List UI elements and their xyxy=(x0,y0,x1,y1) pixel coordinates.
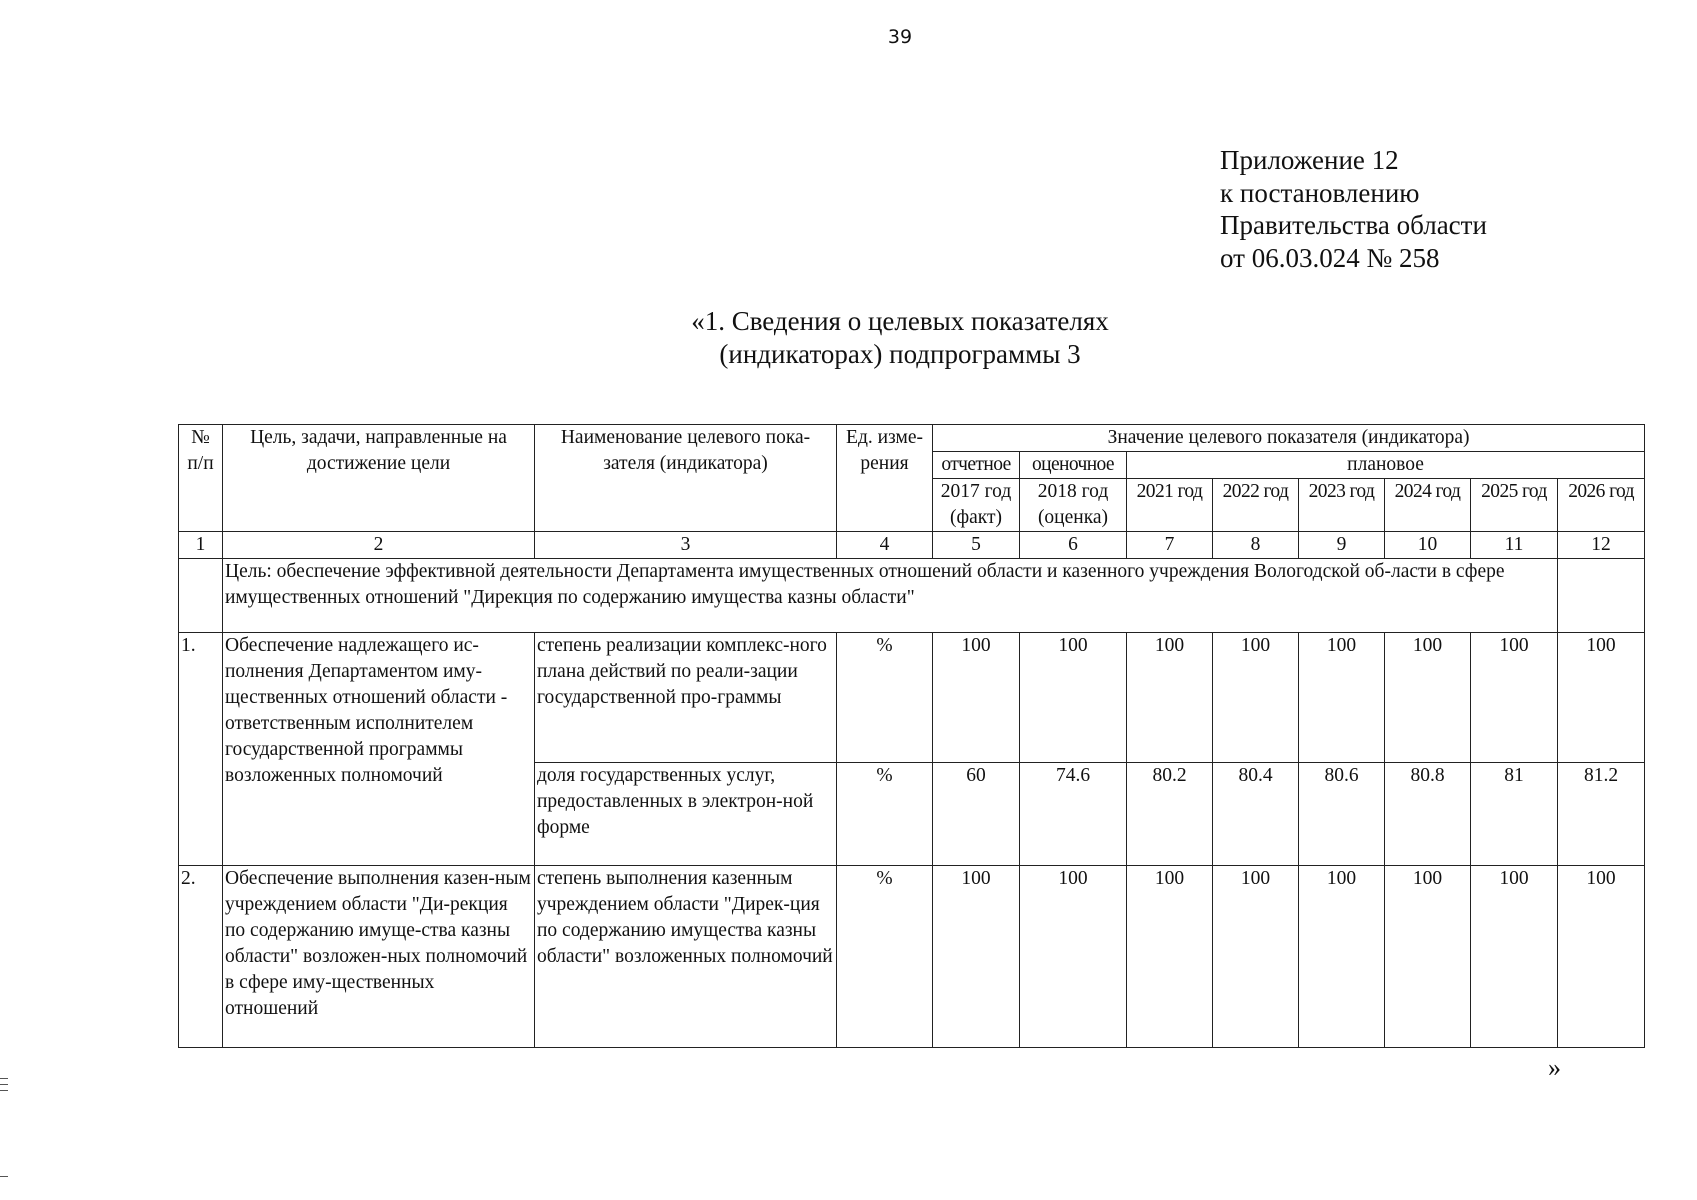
task-text: Обеспечение надлежащего ис-полнения Департаментом иму-щественных отношений области - ответственным исполнителем государственной программы возложенных полномочий xyxy=(223,633,535,866)
value-2024: 100 xyxy=(1385,633,1471,763)
task-num: 1. xyxy=(179,633,223,866)
column-number: 8 xyxy=(1213,532,1299,559)
scan-edge-mark xyxy=(0,1090,8,1091)
table-row xyxy=(179,866,1645,1048)
column-number: 10 xyxy=(1385,532,1471,559)
scan-edge-mark xyxy=(0,1084,8,1085)
value-2017: 100 xyxy=(933,633,1020,763)
value-2018: 74.6 xyxy=(1020,763,1127,866)
task-text: Обеспечение выполнения казен-ным учреждением области "Ди-рекция по содержанию имуще-ства казны области" возложен-ных полномочий в сфере иму-щественных отношений xyxy=(223,866,535,1048)
task-num: 2. xyxy=(179,866,223,1048)
value-2017: 60 xyxy=(933,763,1020,866)
value-2021: 100 xyxy=(1127,866,1213,1048)
appendix-line-2: к постановлению xyxy=(1220,177,1420,208)
indicator-name: степень выполнения казенным учреждением области "Дирек-ция по содержанию имущества казны области" возложенных полномочий xyxy=(535,866,837,1048)
column-numbers-row xyxy=(179,532,1645,559)
header-year-2024: 2024 год xyxy=(1385,479,1471,532)
column-number: 11 xyxy=(1471,532,1558,559)
indicator-unit: % xyxy=(837,633,933,763)
goal-text: Цель: обеспечение эффективной деятельности Департамента имущественных отношений области и казенного учреждения Вологодской об-ласти в сфере имущественных отношений "Дирекция по содержанию имущества казны области" xyxy=(223,559,1558,633)
value-2018: 100 xyxy=(1020,866,1127,1048)
header-planned: плановое xyxy=(1127,452,1645,479)
column-number: 6 xyxy=(1020,532,1127,559)
value-2024: 80.8 xyxy=(1385,763,1471,866)
header-reported: отчетное xyxy=(933,452,1020,479)
table-row xyxy=(179,633,1645,763)
value-2021: 100 xyxy=(1127,633,1213,763)
value-2025: 100 xyxy=(1471,633,1558,763)
header-year-2026: 2026 год xyxy=(1558,479,1645,532)
value-2022: 100 xyxy=(1213,633,1299,763)
value-2023: 80.6 xyxy=(1299,763,1385,866)
header-estimated: оценочное xyxy=(1020,452,1127,479)
header-year-2017: 2017 год (факт) xyxy=(933,479,1020,532)
indicator-name: доля государственных услуг, предоставленных в электрон-ной форме xyxy=(535,763,837,866)
column-number: 7 xyxy=(1127,532,1213,559)
column-number: 5 xyxy=(933,532,1020,559)
indicators-table xyxy=(178,424,1645,1048)
header-goal: Цель, задачи, направленные на достижение цели xyxy=(223,425,535,532)
goal-num-cell xyxy=(179,559,223,633)
column-number: 3 xyxy=(535,532,837,559)
value-2023: 100 xyxy=(1299,633,1385,763)
header-values-group: Значение целевого показателя (индикатора) xyxy=(933,425,1645,452)
header-year-2018: 2018 год (оценка) xyxy=(1020,479,1127,532)
value-2023: 100 xyxy=(1299,866,1385,1048)
header-unit: Ед. изме-рения xyxy=(837,425,933,532)
appendix-line-4: от 06.03.024 № 258 xyxy=(1220,242,1440,273)
header-year-2022: 2022 год xyxy=(1213,479,1299,532)
appendix-line-1: Приложение 12 xyxy=(1220,145,1399,175)
column-number: 9 xyxy=(1299,532,1385,559)
value-2022: 100 xyxy=(1213,866,1299,1048)
column-number: 1 xyxy=(179,532,223,559)
value-2021: 80.2 xyxy=(1127,763,1213,866)
value-2018: 100 xyxy=(1020,633,1127,763)
value-2022: 80.4 xyxy=(1213,763,1299,866)
scan-edge-mark xyxy=(0,1176,8,1177)
value-2026: 100 xyxy=(1558,633,1645,763)
value-2017: 100 xyxy=(933,866,1020,1048)
header-num: № п/п xyxy=(179,425,223,532)
scan-edge-mark xyxy=(0,1078,8,1079)
column-number: 4 xyxy=(837,532,933,559)
goal-row xyxy=(179,559,1645,633)
header-year-2023: 2023 год xyxy=(1299,479,1385,532)
header-indicator: Наименование целевого пока-зателя (индикатора) xyxy=(535,425,837,532)
column-number: 2 xyxy=(223,532,535,559)
closing-quote: » xyxy=(1548,1053,1561,1082)
goal-empty-cell xyxy=(1558,559,1645,633)
value-2026: 81.2 xyxy=(1558,763,1645,866)
value-2025: 81 xyxy=(1471,763,1558,866)
indicator-unit: % xyxy=(837,866,933,1048)
header-year-2021: 2021 год xyxy=(1127,479,1213,532)
appendix-block xyxy=(1220,144,1487,274)
document-title xyxy=(560,305,1240,371)
value-2024: 100 xyxy=(1385,866,1471,1048)
title-line-2: (индикаторах) подпрограммы 3 xyxy=(719,339,1081,369)
indicator-unit: % xyxy=(837,763,933,866)
page-number: 39 xyxy=(887,26,913,48)
indicator-name: степень реализации комплекс-ного плана действий по реали-зации государственной про-граммы xyxy=(535,633,837,763)
header-year-2025: 2025 год xyxy=(1471,479,1558,532)
value-2025: 100 xyxy=(1471,866,1558,1048)
title-line-1: «1. Сведения о целевых показателях xyxy=(691,306,1109,336)
header-row-1 xyxy=(179,425,1645,452)
column-number: 12 xyxy=(1558,532,1645,559)
value-2026: 100 xyxy=(1558,866,1645,1048)
appendix-line-3: Правительства области xyxy=(1220,210,1487,240)
